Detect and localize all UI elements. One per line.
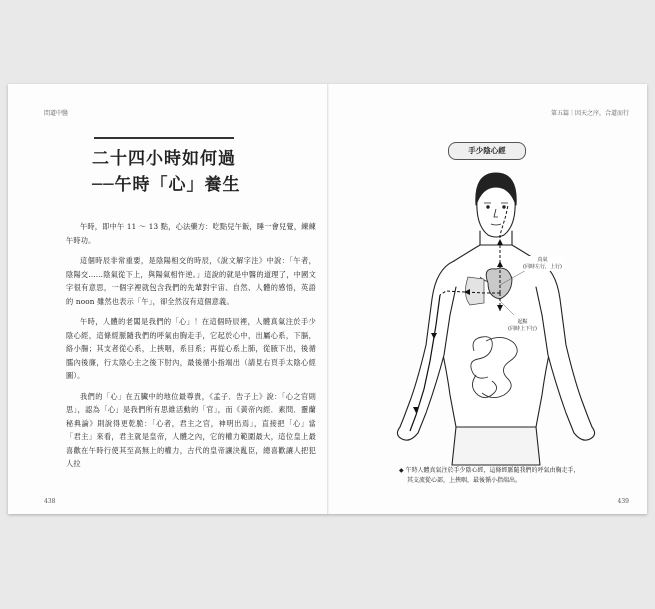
callout-lower <box>506 318 539 333</box>
callout-upper-note: (同時左行，上行) <box>523 263 562 270</box>
chapter-title-line2: ──午時「心」養生 <box>92 175 241 195</box>
left-page-number: 438 <box>44 498 56 505</box>
figure-label: 手少陰心經 <box>448 142 526 160</box>
title-rule <box>94 137 234 139</box>
caption-line: 其支流從心部，上挾咽，最後循小指端出。 <box>407 476 522 484</box>
left-running-head: 問道中醫 <box>44 110 69 117</box>
paragraph: 午時，即中午 11 ～ 13 點，心法藥方：吃點兒午飯，睡一會兒覺，練練午時功。 <box>66 222 316 245</box>
left-body-text <box>66 220 316 478</box>
paragraph: 我們的「心」在五臟中的地位最尊貴，《孟子．告子上》說：「心之官則思」，認為「心」是我們所有思維活動的「官」，而《黃帝內經．素問．靈蘭秘典論》則說得更乾脆：「心者，君主之官，神明出焉」，直接把「心」當「君主」來看，君主就是皇帝，人體之內，它的權力範圍最大，這位皇上最喜歡在午時行使其至高無上的權力，古代的皇帝讓決亂臣，總喜歡讓人把犯人拉 <box>66 391 316 468</box>
book-gutter <box>327 84 329 514</box>
chapter-title-line1: 二十四小時如何過 <box>92 149 236 169</box>
right-page-number: 439 <box>617 498 629 505</box>
callout-upper <box>521 256 564 271</box>
callout-upper-title: 真氣 <box>537 257 548 263</box>
meridian-body-illustration <box>376 165 616 470</box>
caption-line: ◆ 午時人體真氣注於手少陰心經，這條經脈隨我們的呼氣由胸走手， <box>399 467 580 474</box>
callout-lower-title: 起點 <box>517 319 528 325</box>
figure-caption <box>399 466 609 485</box>
paragraph: 午時，人體的老闆是我們的「心」！在這個時辰裡，人體真氣注於手少陰心經，這條經脈隨我們的呼氣由胸走手，它起於心中，出屬心系，下膈，絡小腸；其支者從心系，上挾咽，系目系；再從心系上肺，從腋下出，後循臑內後廉，行太陰心主之後下肘內，最後循小指端出（請見右頁手太陰心經圖）。 <box>66 317 316 380</box>
paragraph: 這個時辰非常重要，是陰陽相交的時辰，《說文解字注》中說：「午者，陰陽交……陰氣從下上，與陽氣相忤逆。」這說的就是中醫的道理了，中國文字很有意思，一個字裡就包含我們的先輩對宇宙、自然、人體的感悟，英語的 noon 雖然也表示「午」，卻全然沒有這個意義。 <box>66 256 316 306</box>
callout-lower-note: (同時上下行) <box>508 325 537 332</box>
right-running-head: 第五篇｜因天之序，合道而行 <box>550 110 629 117</box>
